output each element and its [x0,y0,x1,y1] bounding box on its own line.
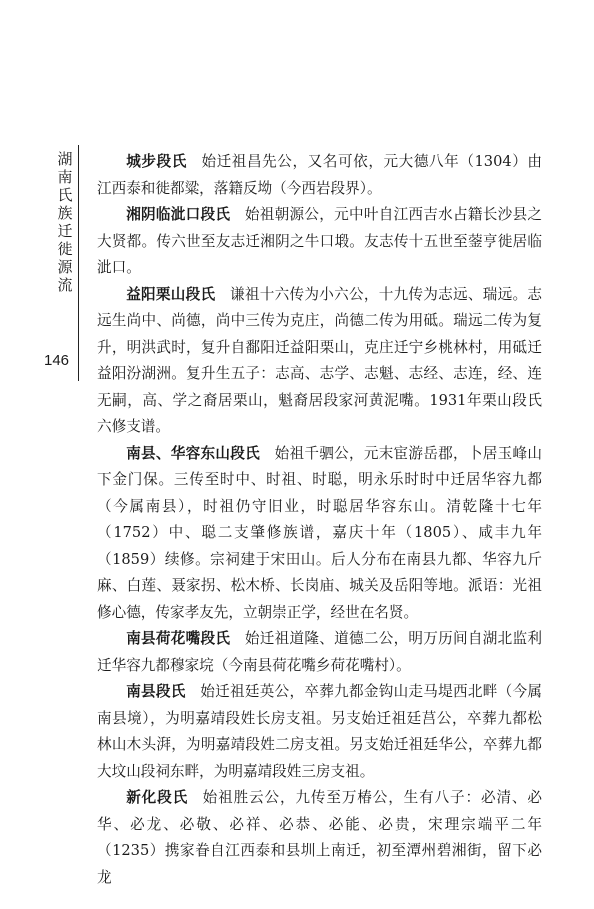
clan-text: 始迁祖道隆、道德二公，明万历间自湖北监利迁华容九都穆家垸（今南县荷花嘴乡荷花嘴村）。 [97,630,542,674]
clan-text: 始祖朝源公，元中叶自江西吉水占籍长沙县之大贤都。传六世至友志迁湘阴之牛口塅。友志传十五世至蓥亨徙居临泚口。 [97,206,542,276]
clan-entry [97,441,542,627]
page-number: 146 [44,352,70,369]
clan-name: 益阳栗山段氏 [126,285,216,303]
clan-name: 南县段氏 [126,683,186,700]
clan-text: 谦祖十六传为小六公，十九传为志远、瑞远。志远生尚中、尚德，尚中三传为克庄，尚德二传为用砥。瑞远二传为复升，明洪武时，复升自鄱阳迁益阳栗山，克庄迁宁乡桃林村，用砥迁益阳汾湖洲。复升生五子：志高、志学、志魁、志经、志连，经、连无嗣，高、学之裔居栗山，魁裔居段家河黄泥嘴。1931年栗山段氏六修支谱。 [97,285,542,435]
clan-entry [97,282,542,441]
margin-rule [78,145,79,381]
clan-entry [97,149,542,202]
clan-entry [97,679,542,785]
clan-entry [97,202,542,282]
clan-entry [97,626,542,679]
clan-text: 始迁祖昌先公，又名可依，元大德八年（1304）由江西泰和徙都粱，落籍反坳（今西岩段界）。 [97,153,542,197]
clan-entry [97,785,542,891]
clan-text: 始祖千驷公，元末宦游岳郡，卜居玉峰山下金门保。三传至时中、时祖、时聪，明永乐时时中迁居华容九都（今属南县），时祖仍守旧业，时聪居华容东山。清乾隆十七年（1752）中、聪二支肇修族谱，嘉庆十年（1805）、咸丰九年（1859）续修。宗祠建于宋田山。后人分布在南县九都、华容九斤麻、白莲、聂家拐、松木桥、长岗庙、城关及岳阳等地。派语：光祖修心德，传家孝友先，立朝崇正学，经世在名贤。 [97,444,542,621]
book-title: 湖南氏族迁徙源流 [57,150,73,294]
clan-name: 南县荷花嘴段氏 [126,630,231,647]
clan-name: 南县、华容东山段氏 [126,444,261,462]
clan-text: 始祖胜云公，九传至万椿公，生有八子：必清、必华、必龙、必敬、必祥、必恭、必能、必贵，宋理宗端平二年（1235）携家眷自江西泰和县圳上南迁，初至潭州碧湘街，留下必龙 [97,789,542,886]
clan-text: 始迁祖廷英公，卒葬九都金钩山走马堤西北畔（今属南县境），为明嘉靖段姓长房支祖。另支始迁祖廷莒公，卒葬九都松林山木头湃，为明嘉靖段姓二房支祖。另支始迁祖廷华公，卒葬九都大坟山段祠东畔，为明嘉靖段姓三房支祖。 [97,683,542,780]
page-body [97,149,542,891]
clan-name: 湘阴临泚口段氏 [126,206,231,223]
clan-name: 城步段氏 [126,153,187,170]
clan-name: 新化段氏 [126,789,189,806]
